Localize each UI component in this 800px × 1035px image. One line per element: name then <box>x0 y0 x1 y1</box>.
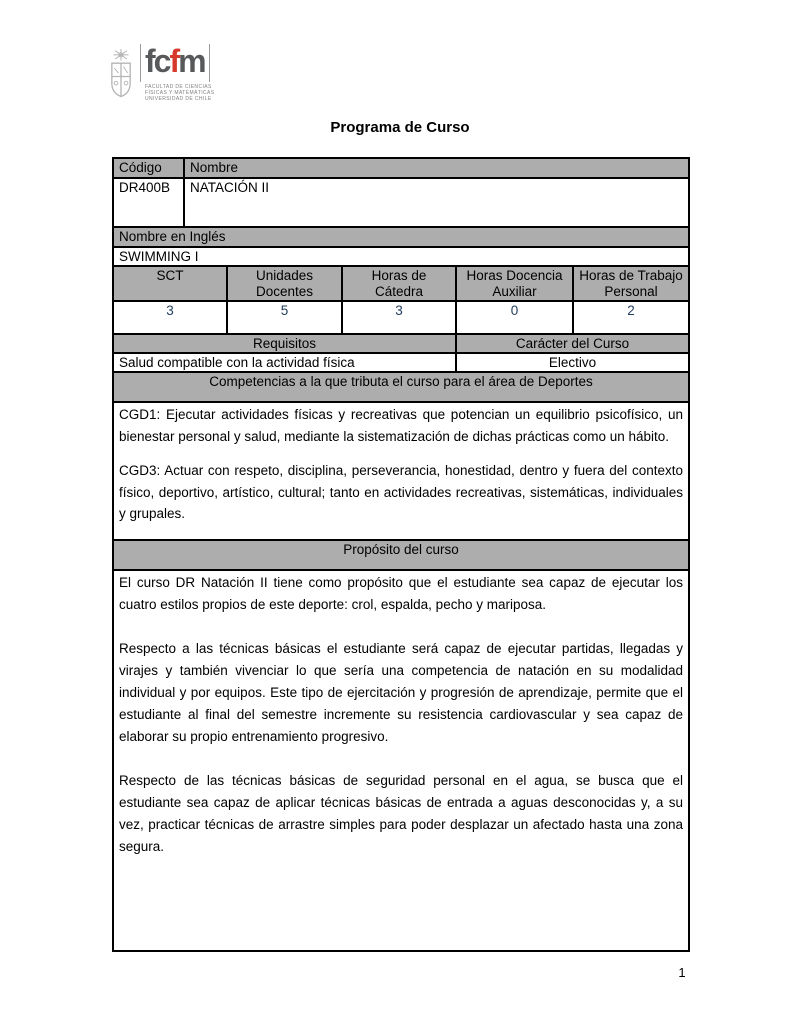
proposito-paragraph-3: Respecto de las técnicas básicas de seguridad personal en el agua, se busca que el estudiante sea capaz de aplicar técnicas básicas de entrada a aguas desconocidas y, a su vez, practicar técnicas de arrastre simples para poder desplazar un afectado hasta una zona segura. <box>119 772 684 854</box>
codigo-header-cell: Código <box>113 158 184 178</box>
caracter-header-cell: Carácter del Curso <box>456 334 689 353</box>
competencias-paragraph-cgd1: CGD1: Ejecutar actividades físicas y recreativas que potencian un equilibrio psicofísico, un bienestar personal y salud, mediante la sistematización de dichas prácticas como un hábito. <box>119 407 684 444</box>
unidades-docentes-header-cell: Unidades Docentes <box>227 266 342 301</box>
horas-catedra-header-cell: Horas de Cátedra <box>342 266 456 301</box>
row-competencias-header <box>113 372 689 402</box>
faculty-name-line1: FACULTAD DE CIENCIAS <box>145 84 212 90</box>
course-program-table <box>112 157 690 952</box>
horas-docencia-value-cell: 0 <box>456 301 573 334</box>
page-title: Programa de Curso <box>330 119 470 136</box>
row-credit-headers <box>113 266 689 301</box>
fcfm-wordmark <box>140 44 210 82</box>
wordmark-m: m <box>178 43 205 79</box>
row-english-name-value <box>113 247 689 266</box>
row-requisitos-value <box>113 353 689 372</box>
row-english-name-header <box>113 227 689 247</box>
horas-trabajo-header-cell: Horas de Trabajo Personal <box>573 266 689 301</box>
row-credit-values <box>113 301 689 334</box>
codigo-value-cell: DR400B <box>113 178 184 227</box>
competencias-content-cell <box>113 402 689 540</box>
fcfm-logo <box>106 44 215 102</box>
horas-catedra-value-cell: 3 <box>342 301 456 334</box>
row-proposito-content <box>113 570 689 951</box>
page-number: 1 <box>678 965 686 980</box>
sct-header-cell: SCT <box>113 266 227 301</box>
faculty-name <box>140 84 215 102</box>
requisitos-header-cell: Requisitos <box>113 334 456 353</box>
horas-trabajo-value-cell: 2 <box>573 301 689 334</box>
proposito-content-cell <box>113 570 689 951</box>
row-requisitos-header <box>113 334 689 353</box>
proposito-paragraph-1: El curso DR Natación II tiene como propósito que el estudiante sea capaz de ejecutar los cuatro estilos propios de este deporte: crol, espalda, pecho y mariposa. <box>119 574 684 612</box>
row-code-name-value <box>113 178 689 227</box>
caracter-value-cell: Electivo <box>456 353 689 372</box>
nombre-value-cell: NATACIÓN II <box>184 178 689 227</box>
row-proposito-header <box>113 540 689 570</box>
wordmark-f-red: f <box>169 43 179 79</box>
nombre-header-cell: Nombre <box>184 158 689 178</box>
unidades-docentes-value-cell: 5 <box>227 301 342 334</box>
english-name-value-cell: SWIMMING I <box>113 247 689 266</box>
row-code-name-header <box>113 158 689 178</box>
faculty-name-line2: FÍSICAS Y MATEMÁTICAS <box>145 90 215 96</box>
logo-text-block <box>140 44 215 102</box>
university-crest-icon <box>106 48 136 100</box>
wordmark-fc: fc <box>145 43 170 79</box>
crest-starburst <box>114 49 129 61</box>
competencias-paragraph-cgd3: CGD3: Actuar con respeto, disciplina, perseverancia, honestidad, dentro y fuera del contexto físico, deportivo, artístico, cultural; tanto en actividades recreativas, sistemáticas, individuales y grupales. <box>119 463 684 521</box>
row-competencias-content <box>113 402 689 540</box>
horas-docencia-header-cell: Horas Docencia Auxiliar <box>456 266 573 301</box>
competencias-header-cell: Competencias a la que tributa el curso para el área de Deportes <box>113 372 689 402</box>
proposito-header-cell: Propósito del curso <box>113 540 689 570</box>
faculty-name-line3: UNIVERSIDAD DE CHILE <box>145 96 212 102</box>
sct-value-cell: 3 <box>113 301 227 334</box>
proposito-paragraph-2: Respecto a las técnicas básicas el estudiante será capaz de ejecutar partidas, llegadas y virajes y también vivenciar lo que sería una competencia de natación en su modalidad individual y por equipos. Este tipo de ejercitación y progresión de aprendizaje, permite que el estudiante al final del semestre incremente su resistencia cardiovascular y sea capaz de elaborar su propio entrenamiento progresivo. <box>119 640 684 744</box>
requisitos-value-cell: Salud compatible con la actividad física <box>113 353 456 372</box>
english-name-header-cell: Nombre en Inglés <box>113 227 689 247</box>
